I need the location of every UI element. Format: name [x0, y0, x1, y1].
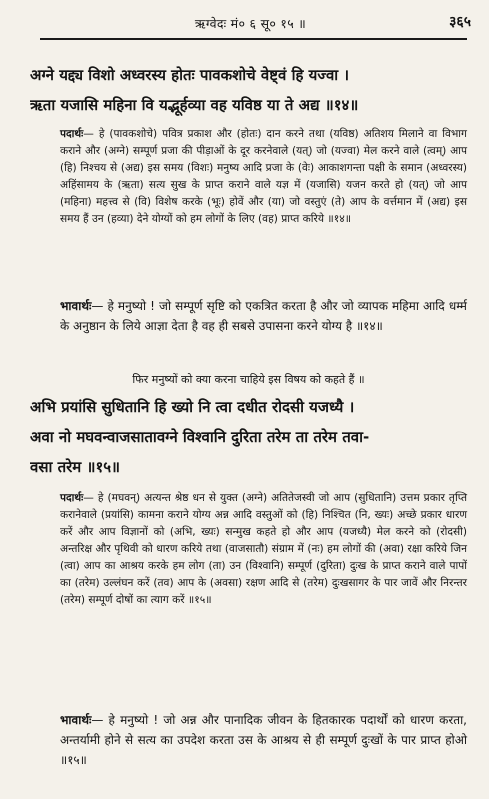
running-head: ऋग्वेदः मं० ६ सू० १५ ॥ [194, 15, 307, 31]
bhavartha-15-text: — हे मनुष्यो ! जो अन्न और पानादिक जीवन के हितकारक पदार्थों को धारण करता, अन्तर्यामी होने से सत्य का उपदेश करता उस के आश्रय से ही सम्पूर्ण दुःखों के पार प्राप्त होओ ॥१५॥ [60, 713, 467, 767]
mantra-14-line-2: ऋता यजासि महिना वि यद्भूर्हव्या वह यविष्ठ या ते अद्य ॥१४॥ [30, 96, 359, 114]
mantra-15-line-1: अभि प्रयांसि सुधितानि हि ख्यो नि त्वा दधीत रोदसी यजध्यै । [30, 398, 355, 416]
padartha-15 [30, 490, 467, 609]
bhavartha-14-text: — हे मनुष्यो ! जो सम्पूर्ण सृष्टि को एकत्रित करता है और जो व्यापक महिमा आदि धर्म्म के अनुष्ठान के लिये आज्ञा देता है वह ही सबसे उपासना करने योग्य है ॥१४॥ [60, 299, 467, 333]
bhavartha-15 [30, 710, 467, 770]
header-rule [40, 38, 467, 40]
padartha-15-text: — हे (मघवन्) अत्यन्त श्रेष्ठ धन से युक्त (अग्ने) अतितेजस्वी जो आप (सुधितानि) उत्तम प्रकार तृप्ति करानेवाले (प्रयांसि) कामना कराने योग्य अन्न आदि वस्तुओं को (हि) निश्चित (नि, ख्यः) अच्छे प्रकार धारण करें और आप विज्ञानों को (अभि, ख्यः) सन्मुख कहते हो और आप (यजध्यै) मेल करने को (रोदसी) अन्तरिक्ष और पृथिवी को धारण करिये तथा (वाजसातौ) संग्राम में (नः) हम लोगों की (अवा) रक्षा करिये जिन (त्वा) आप का आश्रय करके हम लोग (ता) उन (विश्वानि) सम्पूर्ण (दुरिता) दुःख के प्राप्त कराने वाले पापों का (तरेम) उल्लंघन करें (तव) आप के (अवसा) रक्षण आदि से (तरेम) दुःखसागर के पार जावें और निरन्तर (तरेम) सम्पूर्ण दोषों का त्याग करें ॥१५॥ [60, 492, 467, 606]
page-header [30, 10, 471, 36]
padartha-14-text: — हे (पावकशोचे) पवित्र प्रकाश और (होतः) दान करने तथा (यविष्ठ) अतिशय मिलाने वा विभाग कराने और (अग्ने) सम्पूर्ण प्रजा की पीड़ाओं के दूर करनेवाले (यत्) जो (यज्वा) मेल करने वाले (त्वम्) आप (हि) निश्चय से (अद्य) इस समय (विशः) मनुष्य आदि प्रजा के (वेः) आकाशगन्ता पक्षी के समान (अध्वरस्य) अहिंसामय के (ऋता) सत्य सुख के प्राप्त कराने वाले यज्ञ में (यजासि) यजन करते हो (यत्) जो आप (महिना) महत्त्व से (वि) विशेष करके (भूः) होवें और (या) जो वस्तुएं (ते) आप के वर्त्तमान में (अद्य) इस समय हैं उन (हव्या) देने योग्यों को हम लोगों के लिए (वह) प्राप्त करिये ॥१४॥ [60, 128, 467, 225]
bhavartha-14-label: भावार्थः [60, 299, 92, 313]
bhavartha-14 [30, 296, 467, 336]
intro-15: फिर मनुष्यों को क्या करना चाहिये इस विषय को कहते हैं ॥ [132, 373, 365, 386]
mantra-15-line-2: अवा नो मघवन्वाजसातावग्ने विश्वानि दुरिता तरेम ता तरेम तवा- [30, 428, 370, 446]
mantra-15 [30, 392, 467, 482]
mantra-14 [30, 60, 467, 120]
mantra-15-line-3: वसा तरेम ॥१५॥ [30, 458, 121, 476]
padartha-15-label: पदार्थः [60, 492, 84, 504]
mantra-14-line-1: अग्ने यद्द्य विशो अध्वरस्य होतः पावकशोचे वेष्ट्वं हि यज्वा । [30, 66, 350, 84]
padartha-14-label: पदार्थः [60, 128, 84, 140]
page-number: ३६५ [449, 14, 471, 30]
bhavartha-15-label: भावार्थः [60, 713, 92, 727]
padartha-14 [30, 126, 467, 228]
